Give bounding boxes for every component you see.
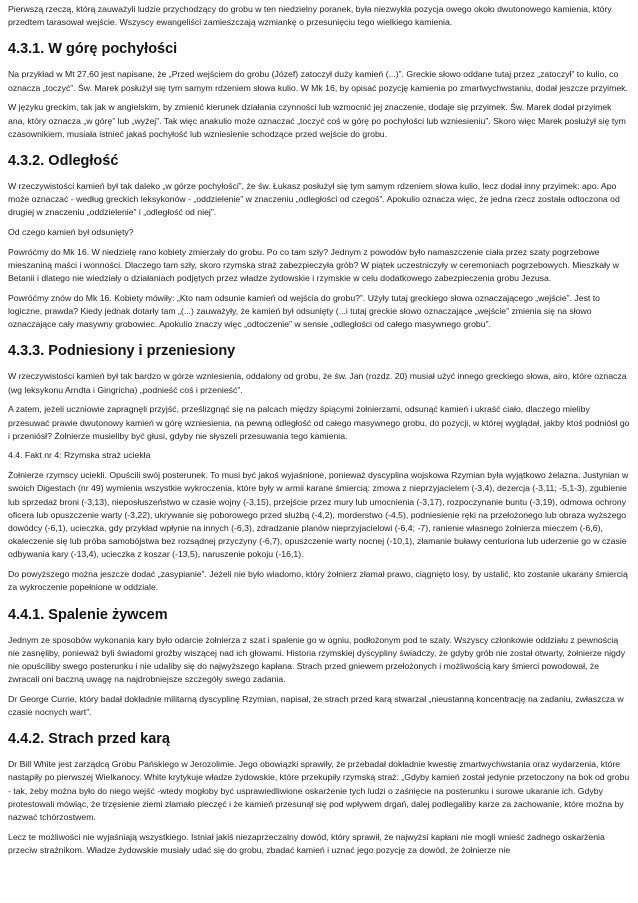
paragraph: Dr Bill White jest zarządcą Grobu Pańskiego w Jerozolimie. Jego obowiązki sprawiły, że przebadał dokładnie kwestię zmartwychwstania oraz wydarzenia, które nastąpiły po pierwszej Wielkanocy. White krytykuje władze żydowskie, które przekupiły rzymską straż: „Gdyby kamień został jedynie przetoczony na bok od grobu - tak, żeby można było do niego wejść -wtedy mogłoby być usprawiedliwione oskarżenie tych ludzi o zaśnięcie na posterunku i surowe ukaranie ich. Gdyby protestowali mówiąc, że trzęsienie ziemi złamało pieczęć i że kamień przesunął się pod wpływem drgań, dalej podlegaliby karze za zachowanie, które można by nazwać tchórzostwem. [8, 759, 630, 823]
paragraph: W języku greckim, tak jak w angielskim, by zmienić kierunek działania czynności lub wzmocnić jej znaczenie, dodaje się przyimek. Św. Marek dodał przyimek ana, który oznacza „w górę” lub „wyżej”. Tak więc anakulio może oznaczać „toczyć coś w górę po pochyłości lub wzniesieniu”. Skoro więc Marek posłużył się tym czasownikiem, musiała istnieć jakaś pochyłość lub wzniesienie schodzące przed wejście do grobu. [8, 102, 626, 139]
paragraph: Żołnierze rzymscy uciekli. Opuścili swój posterunek. To musi być jakoś wyjaśnione, ponieważ dyscyplina wojskowa Rzymian była wyjątkowo żelazna. Justynian w swoich Digestach (nr 49) wymienia wszystkie wykroczenia, które były w armii karane śmiercią: zmowa z nieprzyjacielem (-3,4), dezercja (-3,11; -5,1-3), zgubienie lub sprzedaż broni (-3,13), nieposłuszeństwo w czasie wojny (-3,15), przejście przez mury lub umocnienia (-3,17), rozpoczynanie buntu (-3,19), odmowa ochrony oficera lub opuszczenie warty (-3,22), ukrywanie się poborowego przed służbą (-4,2), morderstwo (-4,5), podniesienie ręki na przełożonego lub obraza wyższego dowódcy (-6,1), ucieczka, gdy przykład wpłynie na innych (-6,3), zdradzanie planów nieprzyjacielowi (-6,4; -7), ranienie własnego żołnierza mieczem (-6,6), okaleczenie się lub próba samobójstwa bez rozsądnej przyczyny (-6,7), opuszczenie warty nocnej (-10,1), złamanie buławy centuriona lub uderzenie go w czasie odbywania kary (-13,4), ucieczka z koszar (-13,5), naruszenie pokoju (-16,1). [8, 470, 629, 560]
paragraph: Dr George Currie, który badał dokładnie militarną dyscyplinę Rzymian, napisał, że strach przed karą stwarzał „nieustanną koncentrację na zadaniu, zwłaszcza w czasie nocnych wart”. [8, 693, 624, 718]
paragraph: W rzeczywistości kamień był tak bardzo w górze wzniesienia, oddalony od grobu, że św. Jan (rozdz. 20) musiał użyć innego greckiego słowa, airo, które oznacza (wg leksykonu Arndta i Gingricha) „podnieść coś i przenieść”. [8, 371, 627, 395]
heading-4-4-2: 4.4.2. Strach przed karą [8, 731, 170, 748]
heading-4-3-2: 4.3.2. Odległość [8, 152, 119, 169]
paragraph: Na przykład w Mt 27,60 jest napisane, że „Przed wejściem do grobu (Józef) zatoczył duży kamień (...)”. Greckie słowo oddane tutaj przez „zatoczył” to kulio, co oznacza „toczyć”. Św. Marek posłużył się tym samym rdzeniem słowa kulio. W Mk 16, by opisać pozycję kamienia po zmartwychwstaniu, dodał jeszcze przyimek. [8, 69, 628, 93]
heading-4-3-3: 4.3.3. Podniesiony i przeniesiony [8, 343, 236, 360]
paragraph: Powróćmy znów do Mk 16. Kobiety mówiły: „Kto nam odsunie kamień od wejścia do grobu?”. Użyły tutaj greckiego słowa oznaczającego „wejście”. Jest to logiczne, prawda? Kiedy jednak dotarły tam „(...) zauważyły, że kamień był odsunięty (...i tutaj greckie słowo oznaczające „wejście” zmienia się na słowo oznaczające cały masywny grobowiec. Apokulio znaczy więc „odtoczenie” w sensie „odległości od całego masywnego grobu”. [8, 292, 600, 330]
paragraph: Powróćmy do Mk 16. W niedzielę rano kobiety zmierzały do grobu. Po co tam szły? Jednym z powodów było namaszczenie ciała przez szaty pogrzebowe mieszaniną maści i wonności. Dlaczego tam szły, skoro rzymska straż zabezpieczyła grób? W piątek uczestniczyły w ceremoniach pogrzebowych. Mieszkały w Betanii i dlatego nie wiedziały o działaniach podjętych przez władze żydowskie i rzymskie w celu dodatkowego zabezpieczenia grobu Jezusa. [8, 246, 620, 284]
paragraph: W rzeczywistości kamień był tak daleko „w górze pochyłości”, że św. Łukasz posłużył się tym samym rdzeniem słowa kulio, lecz dodał inny przyimek: apo. Apo może oznaczać - według greckich leksykonów - „oddzielenie” w znaczeniu „odległości od czegoś”. Apokulio oznacza więc, że jedna rzecz została odtoczona od drugiej w znaczeniu „oddzielenie” i „odległość od niej”. [8, 180, 620, 218]
paragraph: Od czego kamień był odsunięty? [8, 227, 134, 238]
paragraph: Do powyższego można jeszcze dodać „zasypianie”. Jeżeli nie było wiadomo, który żołnierz złamał prawo, ciągnięto losy, by ustalić, kto zostanie ukarany śmiercią za wykroczenie popełnione w oddziale. [8, 569, 628, 593]
paragraph: A zatem, jeżeli uczniowie zapragnęli przyjść, prześlizgnąć się na palcach między śpiącymi żołnierzami, odsunąć kamień i ukraść ciało, dlaczego mieliby przesuwać prawie dwutonowy kamień w górę wzniesienia, na pewną odległość od całego masywnego grobu, do pozycji, w której wyglądał, jakby ktoś podniósł go i przeniósł? Żołnierze musieliby być głusi, gdyby nie słyszeli przesuwania tego kamienia. [8, 404, 630, 441]
paragraph-fact-4: 4.4. Fakt nr 4: Rzymska straż uciekła [8, 450, 151, 461]
heading-4-4-1: 4.4.1. Spalenie żywcem [8, 606, 168, 623]
paragraph: Jednym ze sposobów wykonania kary było odarcie żołnierza z szat i spalenie go w ogniu, podłożonym pod te szaty. Wszyscy członkowie oddziału z pewnością nie zasnęliby, ponieważ byli świadomi groźby wiszącej nad ich głowami. Historia rzymskiej dyscypliny świadczy, że gdyby grób nie został otwarty, żołnierze nigdy nie opuściliby swego posterunku i nie udaliby się do najwyższego kapłana. Strach przed gniewem przełożonych i możliwością kary śmierci powodował, że zwracali oni baczną uwagę na najdrobniejsze szczegóły swego zadania. [8, 634, 626, 685]
paragraph-intro: Pierwszą rzeczą, którą zauważyli ludzie przychodzący do grobu w ten niedzielny poranek, była niezwykła pozycja owego około dwutonowego kamienia, który przedtem tarasował wejście. Wszyscy ewangeliści zamieszczają wzmiankę o przesunięciu tego wielkiego kamienia. [8, 4, 612, 28]
heading-4-3-1: 4.3.1. W górę pochyłości [8, 41, 178, 58]
paragraph: Lecz te możliwości nie wyjaśniają wszystkiego. Istniał jakiś niezaprzeczalny dowód, który sprawił, że najwyżsi kapłani nie mogli wnieść żadnego oskarżenia przeciw strażnikom. Władze żydowskie musiały udać się do grobu, zbadać kamień i uznać jego pozycję za dowód, że żołnierze nie [8, 831, 605, 855]
